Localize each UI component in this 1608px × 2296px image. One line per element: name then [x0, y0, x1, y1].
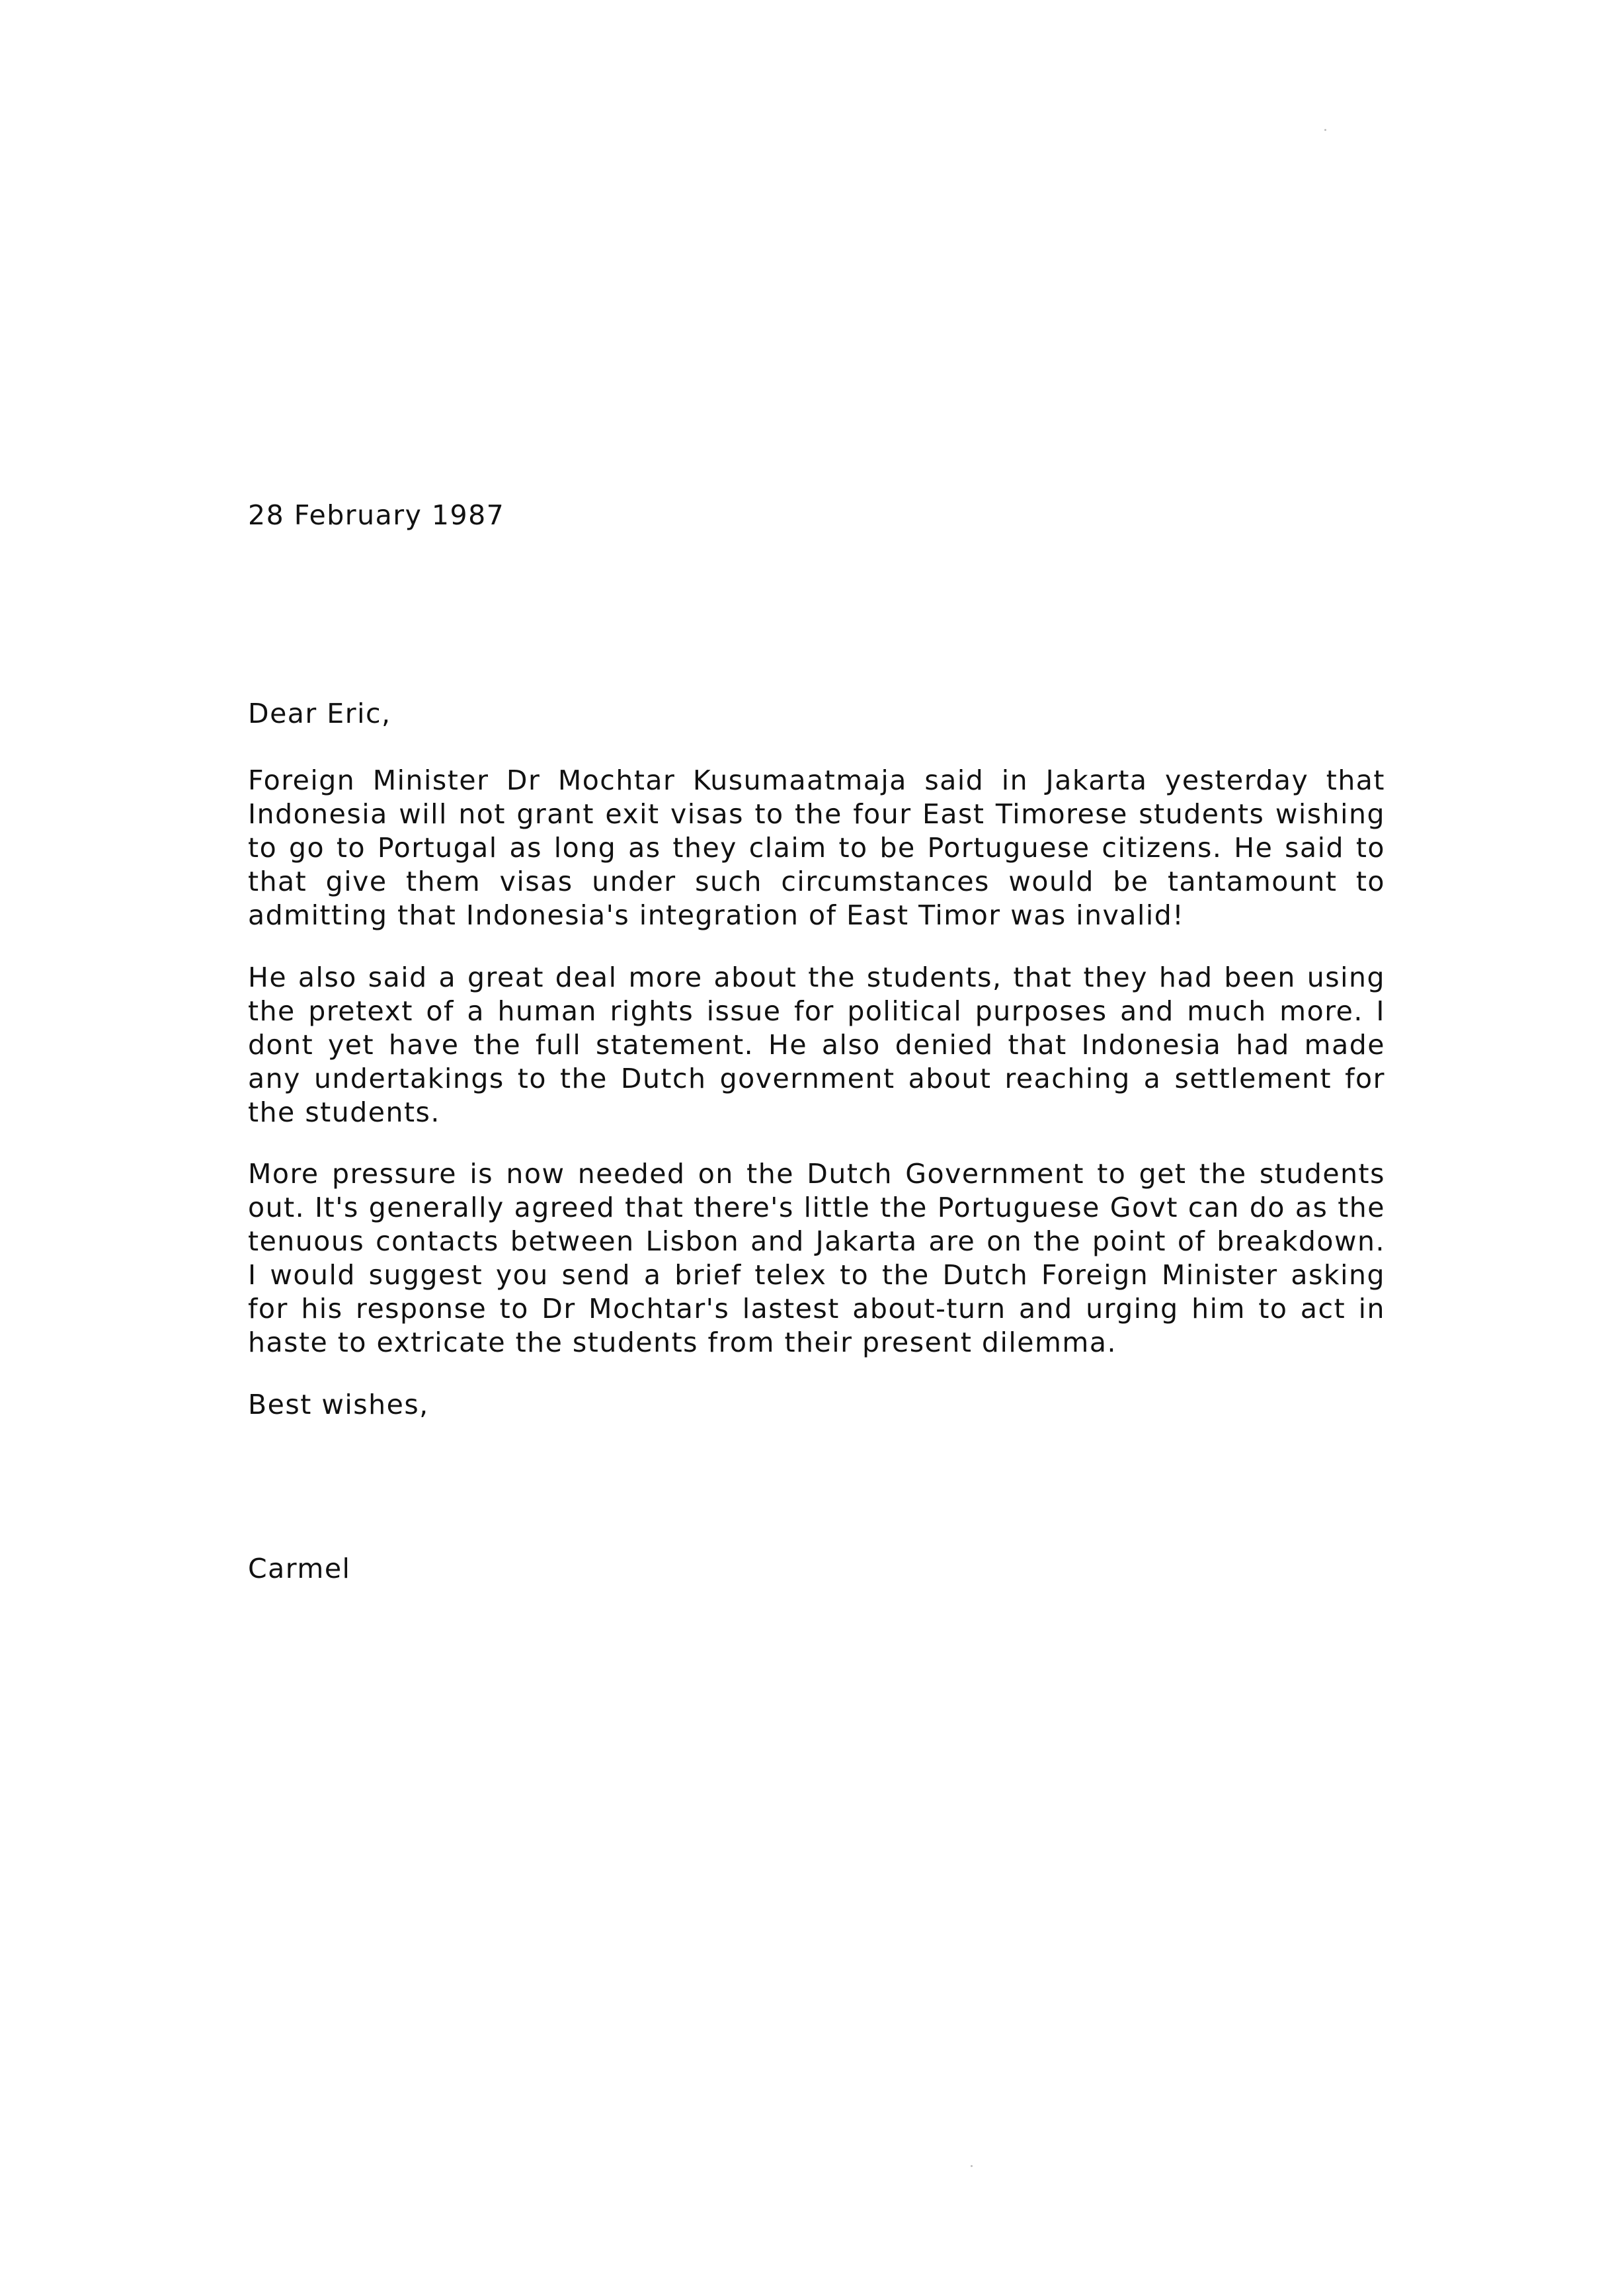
signature: Carmel	[248, 1553, 351, 1584]
paragraph-3: More pressure is now needed on the Dutch Government to get the students out. It's generally agreed that there's little the Portuguese Govt can do as the tenuous contacts between Lisbon and Jakarta are on the point of breakdown. I would suggest you send a brief telex to the Dutch Foreign Minister asking for his response to Dr Mochtar's lastest about-turn and urging him to act in haste to extricate the students from their present dilemma.	[248, 1158, 1385, 1358]
paragraph-1: Foreign Minister Dr Mochtar Kusumaatmaja said in Jakarta yesterday that Indonesia will not grant exit visas to the four East Timorese students wishing to go to Portugal as long as they claim to be Portuguese citizens. He said to that give them visas under such circumstances would be tantamount to admitting that Indonesia's integration of East Timor was invalid!	[248, 764, 1385, 931]
paragraph-2: He also said a great deal more about the students, that they had been using the pretext of a human rights issue for political purposes and much more. I dont yet have the full statement. He also denied that Indonesia had made any undertakings to the Dutch government about reaching a settlement for the students.	[248, 962, 1385, 1128]
letter-date: 28 February 1987	[248, 499, 505, 531]
closing: Best wishes,	[248, 1389, 429, 1420]
scan-speck	[971, 2165, 973, 2167]
salutation: Dear Eric,	[248, 698, 391, 729]
scan-speck	[1324, 129, 1326, 131]
